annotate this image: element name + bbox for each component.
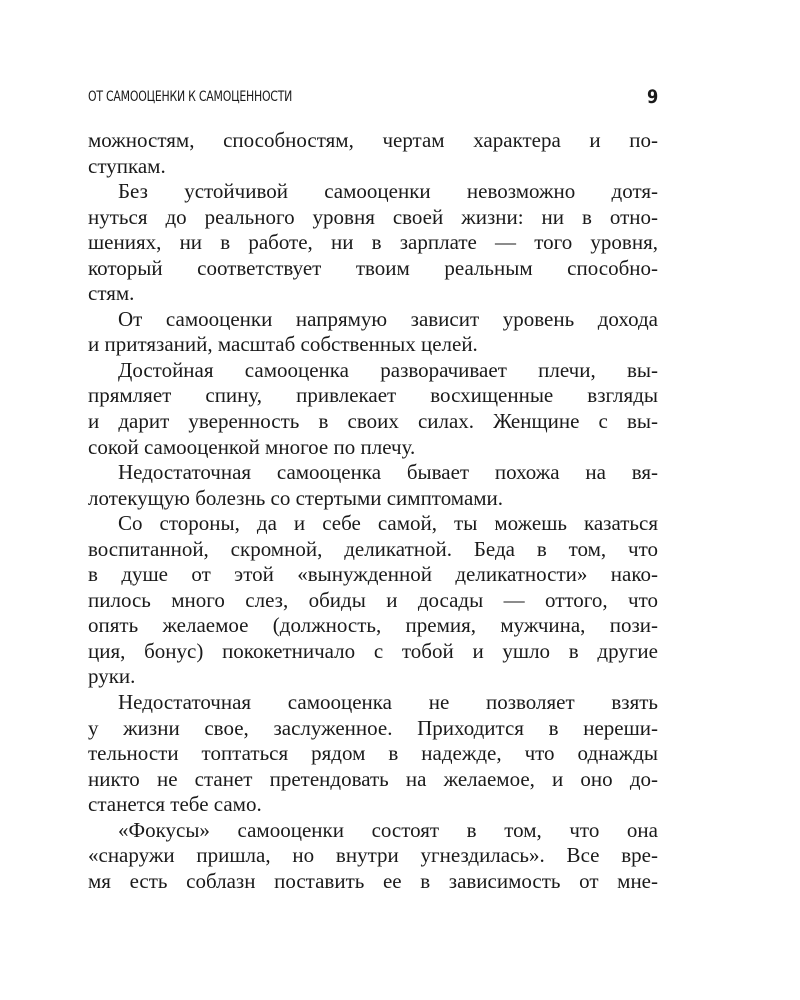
paragraph-first-line: Недостаточная самооценка бывает похожа на вя-: [118, 460, 658, 485]
paragraph-first-line: Со стороны, да и себе самой, ты можешь казаться: [118, 511, 658, 536]
text-line: у жизни свое, заслуженное. Приходится в нереши-: [88, 715, 658, 740]
body-text: [88, 128, 658, 894]
paragraph-first-line: Недостаточная самооценка не позволяет взять: [118, 690, 658, 715]
text-line: воспитанной, скромной, деликатной. Беда в том, что: [88, 536, 658, 561]
paragraph-first-line: «Фокусы» самооценки состоят в том, что она: [118, 817, 658, 842]
text-line: который соответствует твоим реальным способно-: [88, 255, 658, 280]
text-line: никто не станет претендовать на желаемое, и оно до-: [88, 766, 658, 791]
running-header: [88, 86, 658, 110]
paragraph-first-line: От самооценки напрямую зависит уровень дохода: [118, 306, 658, 331]
text-line: станется тебе само.: [88, 792, 262, 817]
text-line: и дарит уверенность в своих силах. Женщине с вы-: [88, 409, 658, 434]
text-line: пилось много слез, обиды и досады — оттого, что: [88, 587, 658, 612]
text-line: «снаружи пришла, но внутри угнездилась». Все вре-: [88, 843, 658, 868]
text-line: лотекущую болезнь со стертыми симптомами.: [88, 485, 504, 510]
text-line: ступкам.: [88, 153, 166, 178]
text-line: мя есть соблазн поставить ее в зависимость от мне-: [88, 868, 658, 893]
text-line: стям.: [88, 281, 135, 306]
paragraph-first-line: Достойная самооценка разворачивает плечи, вы-: [118, 357, 658, 382]
text-line: шениях, ни в работе, ни в зарплате — того уровня,: [88, 230, 658, 255]
text-line: и притязаний, масштаб собственных целей.: [88, 332, 478, 357]
text-line: в душе от этой «вынужденной деликатности» нако-: [88, 562, 658, 587]
page-number: 9: [646, 86, 658, 108]
text-line: нуться до реального уровня своей жизни: ни в отно-: [88, 204, 658, 229]
text-line: можностям, способностям, чертам характера и по-: [88, 128, 658, 152]
text-line: руки.: [88, 664, 136, 689]
text-line: сокой самооценкой многое по плечу.: [88, 434, 416, 459]
text-line: тельности топтаться рядом в надежде, что однажды: [88, 741, 658, 766]
chapter-title: ОТ САМООЦЕНКИ К САМОЦЕННОСТИ: [88, 89, 293, 105]
text-line: опять желаемое (должность, премия, мужчина, пози-: [88, 613, 658, 638]
paragraph-first-line: Без устойчивой самооценки невозможно дотя-: [118, 179, 658, 204]
text-line: ция, бонус) пококетничало с тобой и ушло в другие: [88, 638, 658, 663]
text-line: прямляет спину, привлекает восхищенные взгляды: [88, 383, 658, 408]
